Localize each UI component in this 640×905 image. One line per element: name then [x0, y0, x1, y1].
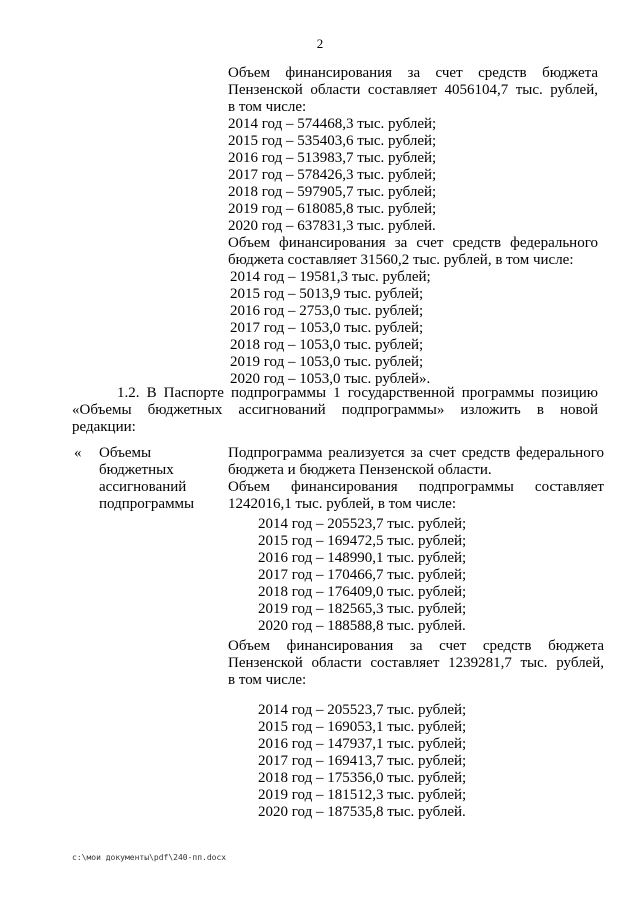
federal-year-2020: 2020 год – 1053,0 тыс. рублей».: [230, 371, 431, 387]
table-regional-year-2020: 2020 год – 187535,8 тыс. рублей.: [258, 804, 466, 820]
table-regional-year-2019: 2019 год – 181512,3 тыс. рублей;: [258, 787, 467, 803]
section-1-2-line-2: «Объемы бюджетных ассигнований подпрограммы» изложить в новой: [72, 402, 598, 418]
federal-year-2016: 2016 год – 2753,0 тыс. рублей;: [230, 303, 424, 319]
section-1-2-line-1: 1.2. В Паспорте подпрограммы 1 государственной программы позицию: [117, 385, 598, 401]
left-label-line-2: бюджетных: [99, 462, 174, 478]
table-regional-year-2016: 2016 год – 147937,1 тыс. рублей;: [258, 736, 467, 752]
section-1-2-line-3: редакции:: [72, 419, 136, 435]
federal-year-2014: 2014 год – 19581,3 тыс. рублей;: [230, 269, 431, 285]
table-regional-intro-line-3: в том числе:: [228, 672, 307, 688]
left-label-line-4: подпрограммы: [99, 496, 195, 512]
table-intro-line-4: 1242016,1 тыс. рублей, в том числе:: [228, 496, 457, 512]
table-regional-intro-line-2: Пензенской области составляет 1239281,7 тыс. рублей,: [228, 655, 604, 671]
federal-year-2019: 2019 год – 1053,0 тыс. рублей;: [230, 354, 424, 370]
table-intro-line-1: Подпрограмма реализуется за счет средств федерального: [228, 445, 604, 461]
federal-year-2018: 2018 год – 1053,0 тыс. рублей;: [230, 337, 424, 353]
table-intro-line-2: бюджета и бюджета Пензенской области.: [228, 462, 492, 478]
total-year-2016: 2016 год – 148990,1 тыс. рублей;: [258, 550, 467, 566]
regional-intro-line-3: в том числе:: [228, 99, 307, 115]
total-year-2019: 2019 год – 182565,3 тыс. рублей;: [258, 601, 467, 617]
total-year-2020: 2020 год – 188588,8 тыс. рублей.: [258, 618, 466, 634]
table-regional-year-2017: 2017 год – 169413,7 тыс. рублей;: [258, 753, 467, 769]
regional-year-2016: 2016 год – 513983,7 тыс. рублей;: [228, 150, 437, 166]
table-regional-intro-line-1: Объем финансирования за счет средств бюджета: [228, 638, 604, 654]
total-year-2018: 2018 год – 176409,0 тыс. рублей;: [258, 584, 467, 600]
regional-year-2018: 2018 год – 597905,7 тыс. рублей;: [228, 184, 437, 200]
federal-year-2017: 2017 год – 1053,0 тыс. рублей;: [230, 320, 424, 336]
regional-year-2019: 2019 год – 618085,8 тыс. рублей;: [228, 201, 437, 217]
table-regional-year-2014: 2014 год – 205523,7 тыс. рублей;: [258, 702, 467, 718]
regional-intro-line-2: Пензенской области составляет 4056104,7 тыс. рублей,: [228, 82, 598, 98]
footer-file-path: c:\мои документы\pdf\240-пп.docx: [72, 853, 227, 862]
open-quote: «: [74, 445, 82, 461]
total-year-2015: 2015 год – 169472,5 тыс. рублей;: [258, 533, 467, 549]
total-year-2017: 2017 год – 170466,7 тыс. рублей;: [258, 567, 467, 583]
federal-intro-line-1: Объем финансирования за счет средств федерального: [228, 235, 598, 251]
federal-intro-line-2: бюджета составляет 31560,2 тыс. рублей, в том числе:: [228, 252, 574, 268]
total-year-2014: 2014 год – 205523,7 тыс. рублей;: [258, 516, 467, 532]
regional-year-2020: 2020 год – 637831,3 тыс. рублей.: [228, 218, 436, 234]
regional-year-2017: 2017 год – 578426,3 тыс. рублей;: [228, 167, 437, 183]
table-intro-line-3: Объем финансирования подпрограммы составляет: [228, 479, 604, 495]
page-number: 2: [316, 36, 324, 51]
federal-year-2015: 2015 год – 5013,9 тыс. рублей;: [230, 286, 424, 302]
table-regional-year-2015: 2015 год – 169053,1 тыс. рублей;: [258, 719, 467, 735]
left-label-line-3: ассигнований: [99, 479, 187, 495]
regional-year-2015: 2015 год – 535403,6 тыс. рублей;: [228, 133, 437, 149]
regional-intro-line-1: Объем финансирования за счет средств бюджета: [228, 65, 598, 81]
table-regional-year-2018: 2018 год – 175356,0 тыс. рублей;: [258, 770, 467, 786]
left-label-line-1: Объемы: [99, 445, 152, 461]
regional-year-2014: 2014 год – 574468,3 тыс. рублей;: [228, 116, 437, 132]
